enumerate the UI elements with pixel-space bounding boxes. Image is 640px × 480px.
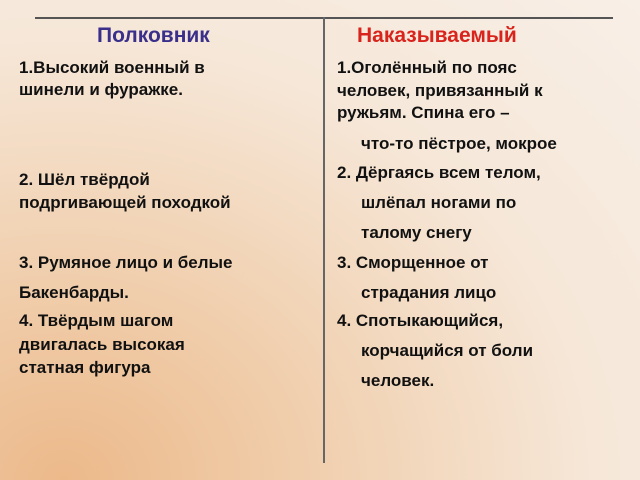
right-item-1-line-4: что-то пёстрое, мокрое [361, 134, 557, 153]
right-item-3-line-2: страдания лицо [361, 283, 497, 302]
left-item-1-line-2: шинели и фуражке. [19, 80, 183, 99]
left-item-1-line-1: 1.Высокий военный в [19, 58, 205, 77]
left-item-4-line-3: статная фигура [19, 358, 151, 377]
right-item-2-line-3: талому снегу [361, 223, 472, 242]
right-item-2-line-1: 2. Дёргаясь всем телом, [337, 163, 541, 182]
right-item-3-line-1: 3. Сморщенное от [337, 253, 489, 272]
right-item-1-line-1: 1.Оголённый по пояс [337, 58, 517, 77]
right-item-1-line-3: ружьям. Спина его – [337, 103, 510, 122]
left-item-2-line-2: подргивающей походкой [19, 193, 231, 212]
left-item-2-line-1: 2. Шёл твёрдой [19, 170, 150, 189]
column-divider [323, 17, 325, 463]
header-punished: Наказываемый [357, 24, 517, 47]
right-item-4-line-3: человек. [361, 371, 435, 390]
left-item-3-line-2: Бакенбарды. [19, 283, 129, 302]
header-colonel: Полковник [97, 24, 210, 47]
left-item-3-line-1: 3. Румяное лицо и белые [19, 253, 233, 272]
left-item-4-line-1: 4. Твёрдым шагом [19, 311, 174, 330]
left-item-4-line-2: двигалась высокая [19, 335, 185, 354]
right-item-2-line-2: шлёпал ногами по [361, 193, 517, 212]
right-item-4-line-2: корчащийся от боли [361, 341, 534, 360]
right-item-1-line-2: человек, привязанный к [337, 81, 543, 100]
right-item-4-line-1: 4. Спотыкающийся, [337, 311, 504, 330]
